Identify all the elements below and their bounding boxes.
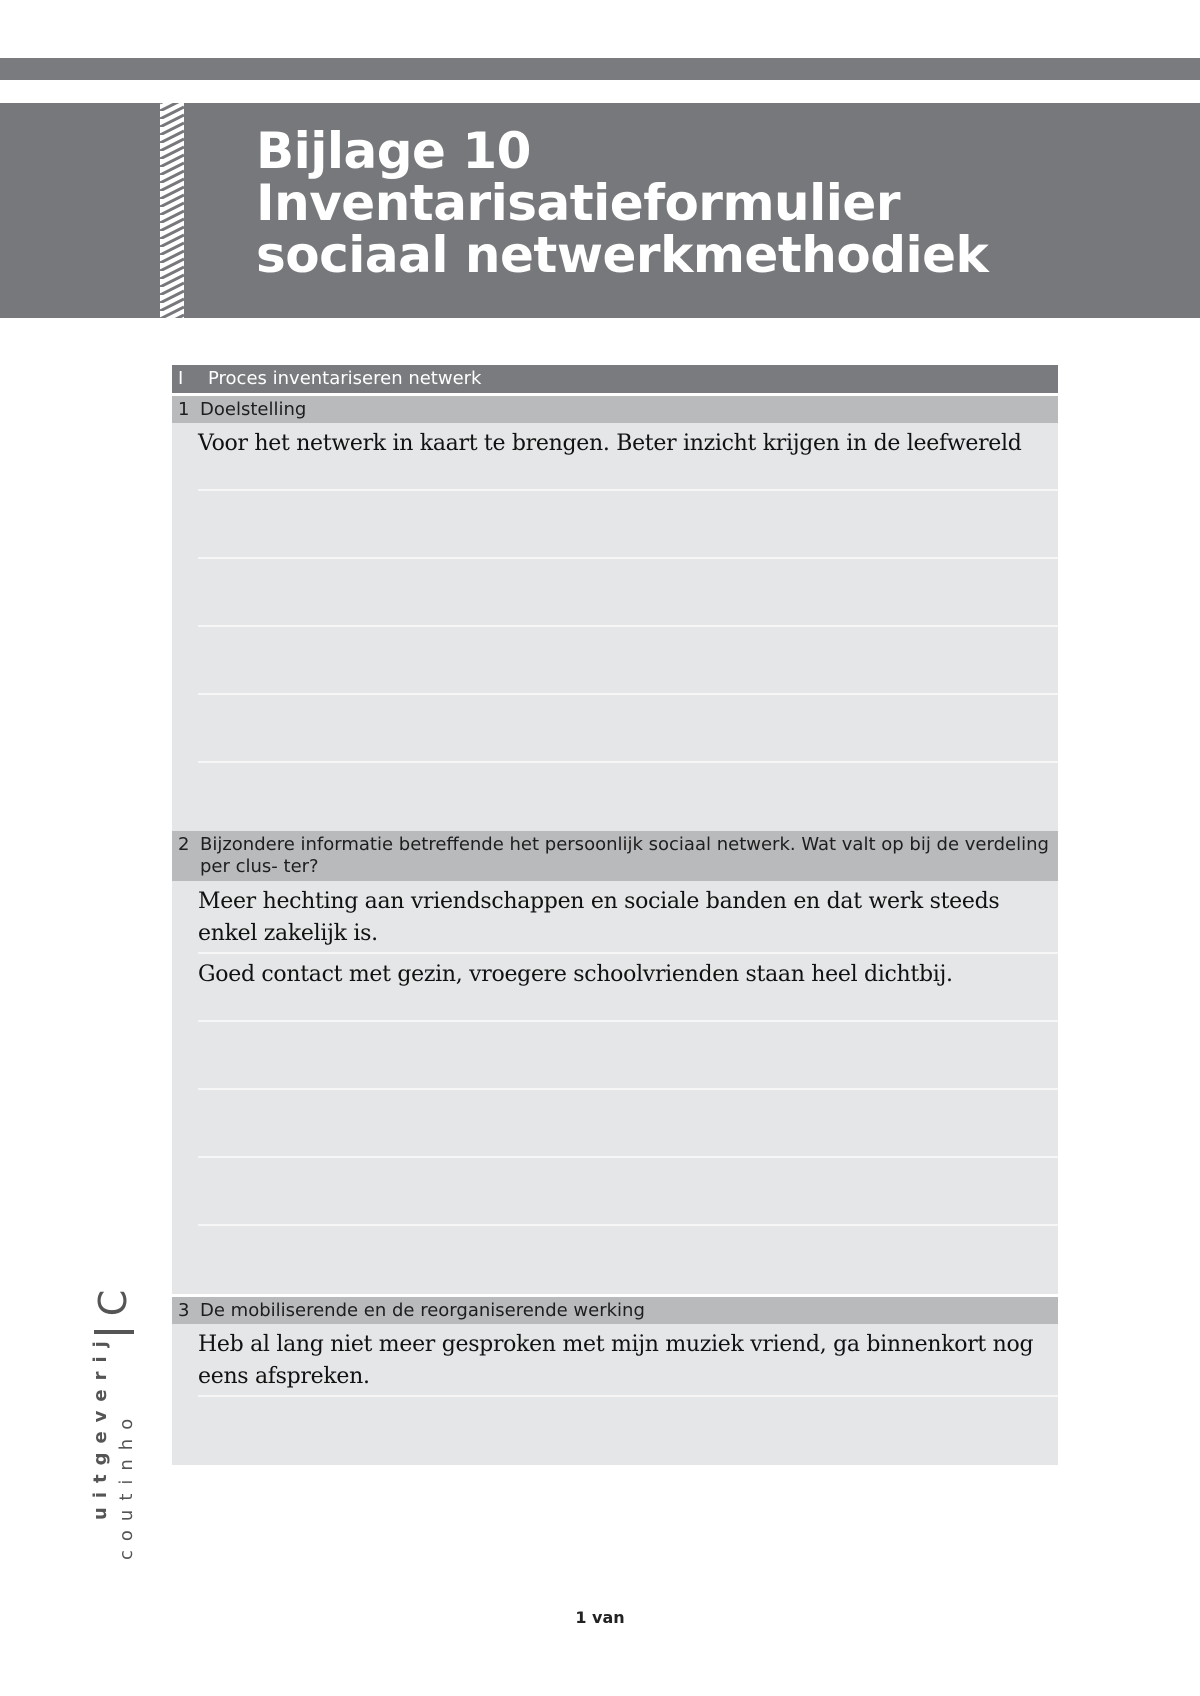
publisher-logo-line-1: uitgeverij bbox=[90, 1332, 111, 1520]
question-3-title: De mobiliserende en de reorganiserende werking bbox=[200, 1300, 645, 1321]
page-title bbox=[256, 122, 989, 284]
question-3-number: 3 bbox=[178, 1300, 190, 1321]
answer-line[interactable] bbox=[198, 1158, 1058, 1226]
answer-line[interactable]: Heb al lang niet meer gesproken met mijn muziek vriend, ga binnenkort nog eens afspreken. bbox=[198, 1324, 1058, 1397]
question-2-answer-area[interactable] bbox=[172, 881, 1058, 1294]
answer-line[interactable]: Voor het netwerk in kaart te brengen. Beter inzicht krijgen in de leefwereld bbox=[198, 423, 1058, 491]
zigzag-decoration bbox=[160, 103, 184, 318]
question-1-title: Doelstelling bbox=[200, 399, 307, 420]
question-3-header bbox=[172, 1297, 1058, 1324]
question-2-title: Bijzondere informatie betreffende het persoonlijk sociaal netwerk. Wat valt op bij de verdeling per clus- ter? bbox=[200, 834, 1049, 877]
answer-line[interactable]: Meer hechting aan vriendschappen en sociale banden en dat werk steeds enkel zakelijk is. bbox=[198, 881, 1058, 954]
publisher-logo-line-2: coutinho bbox=[116, 1409, 137, 1560]
answer-line[interactable] bbox=[198, 491, 1058, 559]
question-1-answer-area[interactable] bbox=[172, 423, 1058, 831]
title-line-3: sociaal netwerkmethodiek bbox=[256, 226, 989, 284]
title-line-2: Inventarisatieformulier bbox=[256, 174, 900, 232]
question-2-number: 2 bbox=[178, 834, 190, 855]
answer-line[interactable] bbox=[198, 1022, 1058, 1090]
answer-line[interactable] bbox=[198, 559, 1058, 627]
answer-line[interactable] bbox=[198, 695, 1058, 763]
question-1-number: 1 bbox=[178, 399, 190, 420]
answer-line[interactable] bbox=[198, 627, 1058, 695]
question-3-answer-area[interactable] bbox=[172, 1324, 1058, 1465]
section-title: Proces inventariseren netwerk bbox=[208, 368, 482, 389]
answer-line[interactable] bbox=[198, 1397, 1058, 1465]
answer-line[interactable]: Goed contact met gezin, vroegere schoolvrienden staan heel dichtbij. bbox=[198, 954, 1058, 1022]
publisher-logo-letter: C bbox=[91, 1289, 135, 1317]
section-header bbox=[172, 365, 1058, 393]
answer-line[interactable] bbox=[198, 1090, 1058, 1158]
answer-line[interactable] bbox=[198, 1226, 1058, 1294]
question-1-header bbox=[172, 396, 1058, 423]
section-number: I bbox=[178, 368, 184, 389]
page-number: 1 van bbox=[575, 1608, 625, 1627]
title-line-1: Bijlage 10 bbox=[256, 122, 531, 180]
inventory-form bbox=[172, 365, 1058, 1465]
top-rule bbox=[0, 58, 1200, 80]
question-2-header bbox=[172, 831, 1058, 881]
answer-line[interactable] bbox=[198, 763, 1058, 831]
